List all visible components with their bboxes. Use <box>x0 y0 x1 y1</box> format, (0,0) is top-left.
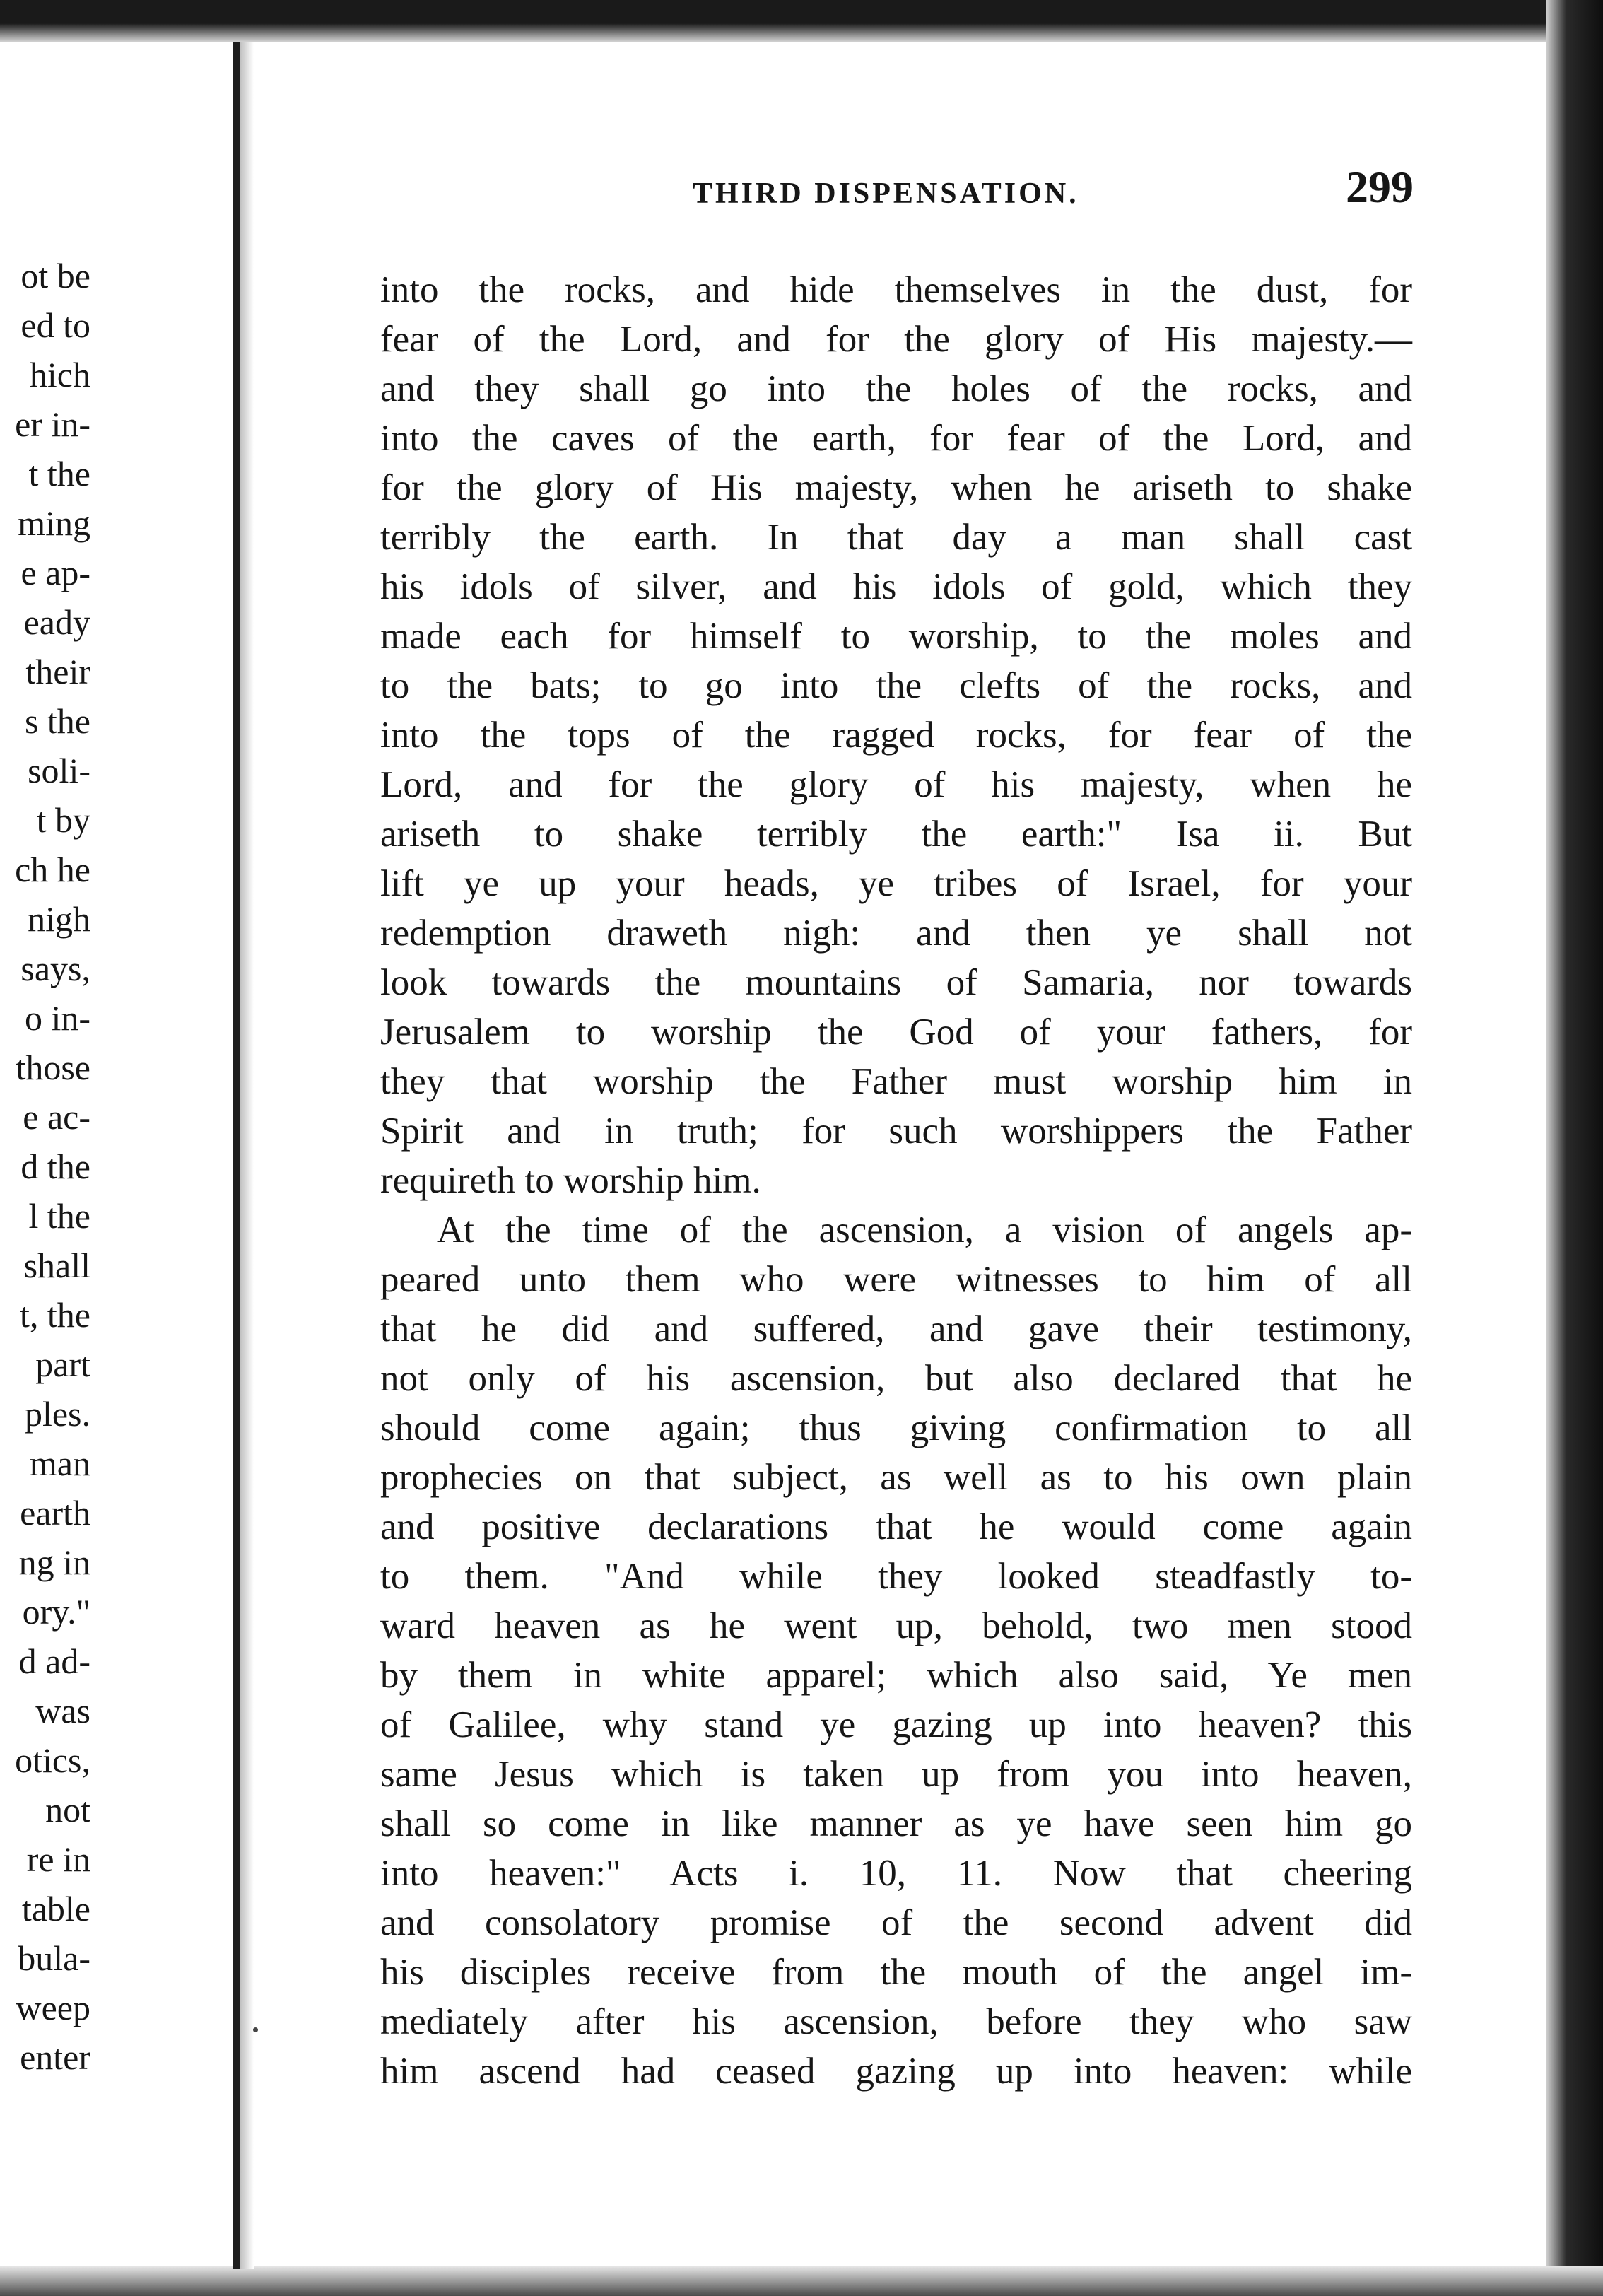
text-line: and they shall go into the holes of the rocks, and <box>380 368 1412 409</box>
previous-page-fragments <box>0 251 92 2082</box>
previous-page-line: says, <box>20 949 90 988</box>
previous-page-line: their <box>25 652 90 691</box>
text-line: into the tops of the ragged rocks, for fear of the <box>380 715 1412 756</box>
previous-page-line: was <box>35 1691 90 1730</box>
previous-page-line: hich <box>29 355 90 394</box>
text-line: terribly the earth. In that day a man shall cast <box>380 517 1412 558</box>
page-number: 299 <box>1346 162 1414 212</box>
text-line: same Jesus which is taken up from you into heaven, <box>380 1754 1412 1795</box>
previous-page-line: ming <box>18 503 90 543</box>
text-line: by them in white apparel; which also said, Ye men <box>380 1655 1412 1696</box>
text-line: look towards the mountains of Samaria, nor towards <box>380 962 1412 1003</box>
text-line: to the bats; to go into the clefts of the rocks, and <box>380 665 1412 706</box>
text-line: his disciples receive from the mouth of the angel im- <box>380 1952 1412 1993</box>
previous-page-line: t by <box>36 800 90 840</box>
scan-edge-top <box>0 0 1603 42</box>
text-line: into the rocks, and hide themselves in the dust, for <box>380 269 1412 310</box>
text-line: made each for himself to worship, to the moles and <box>380 616 1412 657</box>
previous-page-line: s the <box>24 701 90 741</box>
text-line: mediately after his ascension, before they who saw <box>380 2001 1412 2042</box>
previous-page-line: eady <box>23 602 90 642</box>
body-text <box>380 265 1412 2096</box>
text-line: into heaven:" Acts i. 10, 11. Now that cheering <box>380 1853 1412 1894</box>
text-line: fear of the Lord, and for the glory of His majesty.— <box>380 319 1412 360</box>
text-line: ward heaven as he went up, behold, two men stood <box>380 1605 1412 1646</box>
text-line: of Galilee, why stand ye gazing up into heaven? this <box>380 1704 1412 1745</box>
previous-page-line: bula- <box>18 1938 90 1978</box>
previous-page-line: shall <box>23 1246 90 1285</box>
previous-page-line: t the <box>28 454 90 493</box>
previous-page-line: man <box>29 1443 90 1483</box>
text-line: ariseth to shake terribly the earth:" Isa ii. But <box>380 814 1412 855</box>
text-line: that he did and suffered, and gave their testimony, <box>380 1308 1412 1349</box>
text-line: into the caves of the earth, for fear of the Lord, and <box>380 418 1412 459</box>
text-line: not only of his ascension, but also declared that he <box>380 1358 1412 1399</box>
text-line: and consolatory promise of the second advent did <box>380 1902 1412 1943</box>
previous-page-line: ot be <box>20 256 90 295</box>
text-line: lift ye up your heads, ye tribes of Israel, for your <box>380 863 1412 904</box>
previous-page-line: d the <box>20 1147 90 1186</box>
text-line: for the glory of His majesty, when he ariseth to shake <box>380 467 1412 508</box>
text-line: Jerusalem to worship the God of your fathers, for <box>380 1012 1412 1053</box>
previous-page-line: part <box>35 1345 90 1384</box>
text-line: should come again; thus giving confirmation to all <box>380 1407 1412 1448</box>
text-line: they that worship the Father must worship him in <box>380 1061 1412 1102</box>
text-line: redemption draweth nigh: and then ye shall not <box>380 913 1412 954</box>
previous-page-line: otics, <box>15 1740 90 1780</box>
ink-speck <box>253 2027 258 2032</box>
text-line: requireth to worship him. <box>380 1160 761 1201</box>
previous-page-line: weep <box>16 1988 90 2027</box>
text-line: him ascend had ceased gazing up into heaven: while <box>380 2051 1412 2092</box>
previous-page-line: not <box>45 1790 90 1829</box>
previous-page-line: re in <box>26 1839 90 1879</box>
previous-page-line: o in- <box>24 998 90 1038</box>
text-line: prophecies on that subject, as well as to his own plain <box>380 1457 1412 1498</box>
previous-page-line: e ac- <box>23 1097 90 1137</box>
previous-page-line: table <box>21 1889 90 1928</box>
previous-page-line: ed to <box>20 305 90 345</box>
gutter-shadow <box>240 42 254 2269</box>
previous-page-line: soli- <box>28 751 90 790</box>
text-line: peared unto them who were witnesses to him of all <box>380 1259 1412 1300</box>
previous-page-line: er in- <box>15 404 90 444</box>
text-line: and positive declarations that he would come again <box>380 1506 1412 1547</box>
previous-page-line: ples. <box>24 1394 90 1434</box>
page-header <box>693 161 1414 218</box>
text-line: shall so come in like manner as ye have seen him go <box>380 1803 1412 1844</box>
text-line: At the time of the ascension, a vision of angels ap- <box>437 1210 1412 1250</box>
previous-page-line: ory." <box>22 1592 90 1632</box>
previous-page-line: e ap- <box>20 553 90 592</box>
scan-edge-bottom <box>0 2266 1603 2296</box>
running-head: THIRD DISPENSATION. <box>693 177 1079 210</box>
previous-page-line: l the <box>28 1196 90 1236</box>
text-line: his idols of silver, and his idols of gold, which they <box>380 566 1412 607</box>
text-line: to them. "And while they looked steadfastly to- <box>380 1556 1412 1597</box>
previous-page-line: those <box>16 1048 90 1087</box>
previous-page-line: d ad- <box>18 1641 90 1681</box>
book-gutter <box>233 42 240 2269</box>
text-line: Spirit and in truth; for such worshippers the Father <box>380 1111 1412 1152</box>
previous-page-line: nigh <box>28 899 90 939</box>
previous-page-line: enter <box>20 2037 90 2077</box>
previous-page-line: ch he <box>15 850 90 889</box>
scan-edge-right <box>1546 0 1603 2296</box>
previous-page-line: t, the <box>20 1295 90 1335</box>
text-line: Lord, and for the glory of his majesty, when he <box>380 764 1412 805</box>
previous-page-line: ng in <box>18 1542 90 1582</box>
previous-page-line: earth <box>20 1493 90 1533</box>
